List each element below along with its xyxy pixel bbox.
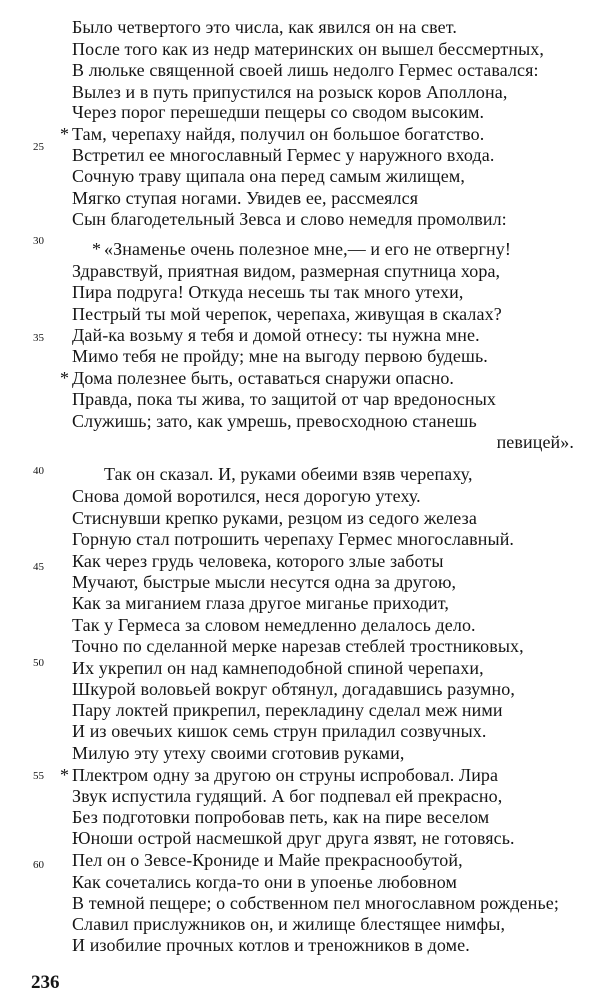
verse-line: * Плектром одну за другою он струны испробовал. Лира [60, 764, 499, 785]
asterisk-marker: * [60, 764, 70, 785]
verse-line: Точно по сделанной мерке нарезав стеблей тростниковых, [72, 636, 524, 657]
verse-line: Так у Гермеса за словом немедленно делалось дело. [72, 614, 476, 635]
line-number: 25 [33, 140, 44, 153]
verse-line: Как за миганием глаза другое миганье приходит, [72, 592, 449, 613]
verse-line: Дай-ка возьму я тебя и домой отнесу: ты нужна мне. [72, 324, 480, 345]
verse-line: Было четвертого это числа, как явился он на свет. [72, 16, 457, 37]
verse-line: Через порог перешедши пещеры со сводом высоким. [72, 102, 485, 123]
line-number: 55 [33, 770, 44, 783]
verse-line: В темной пещере; о собственном пел многославном рожденье; [72, 893, 559, 914]
verse-line: Мучают, быстрые мысли несутся одна за другою, [72, 572, 457, 593]
verse-line: Как сочетались когда-то они в упоенье любовном [72, 871, 458, 892]
line-number: 40 [33, 465, 44, 478]
verse-line: Пару локтей прикрепил, перекладину сделал меж ними [72, 699, 503, 720]
verse-line: Мягко ступая ногами. Увидев ее, рассмеялся [72, 187, 419, 208]
verse-line: Вылез и в путь припустился на розыск коров Аполлона, [72, 81, 508, 102]
verse-line: Стиснувши крепко руками, резцом из седого железа [72, 507, 477, 528]
verse-line: Без подготовки попробовав петь, как на пире веселом [72, 806, 490, 827]
verse-line: Пира подруга! Откуда несешь ты так много утехи, [72, 282, 464, 303]
verse-line: Звук испустила гудящий. А бог подпевал ей прекрасно, [72, 786, 503, 807]
verse-line-continuation: певицей». [496, 431, 574, 452]
asterisk-marker: * [92, 239, 102, 260]
verse-line: * Дома полезнее быть, оставаться снаружи опасно. [60, 367, 455, 388]
verse-line: Мимо тебя не пройду; мне на выгоду первою будешь. [72, 346, 488, 367]
verse-line: Пел он о Зевсе-Крониде и Майе прекраснообутой, [72, 849, 463, 870]
verse-line: После того как из недр материнских он вышел бессмертных, [72, 38, 544, 59]
page-number: 236 [31, 972, 60, 993]
verse-line: Шкурой воловьей вокруг обтянул, догадавшись разумно, [72, 679, 515, 700]
verse-line: Так он сказал. И, руками обеими взяв черепаху, [104, 464, 473, 485]
line-number: 35 [33, 332, 44, 345]
verse-line: Их укрепил он над камнеподобной спиной черепахи, [72, 657, 484, 678]
line-number: 45 [33, 560, 44, 573]
asterisk-marker: * [60, 367, 70, 388]
verse-line: Сочную траву щипала она перед самым жилищем, [72, 166, 465, 187]
verse-line: * Там, черепаху найдя, получил он большое богатство. [60, 123, 485, 144]
line-number: 50 [33, 656, 44, 669]
line-number: 30 [33, 234, 44, 247]
asterisk-marker: * [60, 123, 70, 144]
verse-line: Встретил ее многославный Гермес у наружного входа. [72, 144, 495, 165]
verse-line: Юноши острой насмешкой друг друга язвят, не готовясь. [72, 828, 515, 849]
verse-line: Горную стал потрошить черепаху Гермес многославный. [72, 529, 515, 550]
verse-line: И изобилие прочных котлов и треножников в доме. [72, 935, 470, 956]
verse-line: Служишь; зато, как умрешь, превосходною станешь [72, 410, 477, 431]
verse-line: Правда, пока ты жива, то защитой от чар вредоносных [72, 389, 497, 410]
verse-line: Славил прислужников он, и жилище блестящее нимфы, [72, 913, 506, 934]
verse-line: * «Знаменье очень полезное мне,— и его не отвергну! [92, 239, 511, 260]
verse-line: Сын благодетельный Зевса и слово немедля промолвил: [72, 209, 507, 230]
verse-line: Милую эту утеху своими сготовив руками, [72, 743, 405, 764]
verse-line: И из овечьих кишок семь струн приладил созвучных. [72, 721, 487, 742]
verse-line: Снова домой воротился, неся дорогую утеху. [72, 486, 421, 506]
verse-line: Пестрый ты мой черепок, черепаха, живущая в скалах? [72, 304, 502, 324]
verse-line: Здравствуй, приятная видом, размерная спутница хора, [72, 260, 501, 281]
verse-line: Как через грудь человека, которого злые заботы [72, 550, 444, 571]
line-number: 60 [33, 859, 44, 872]
verse-line: В люльке священной своей лишь недолго Гермес оставался: [72, 60, 539, 81]
